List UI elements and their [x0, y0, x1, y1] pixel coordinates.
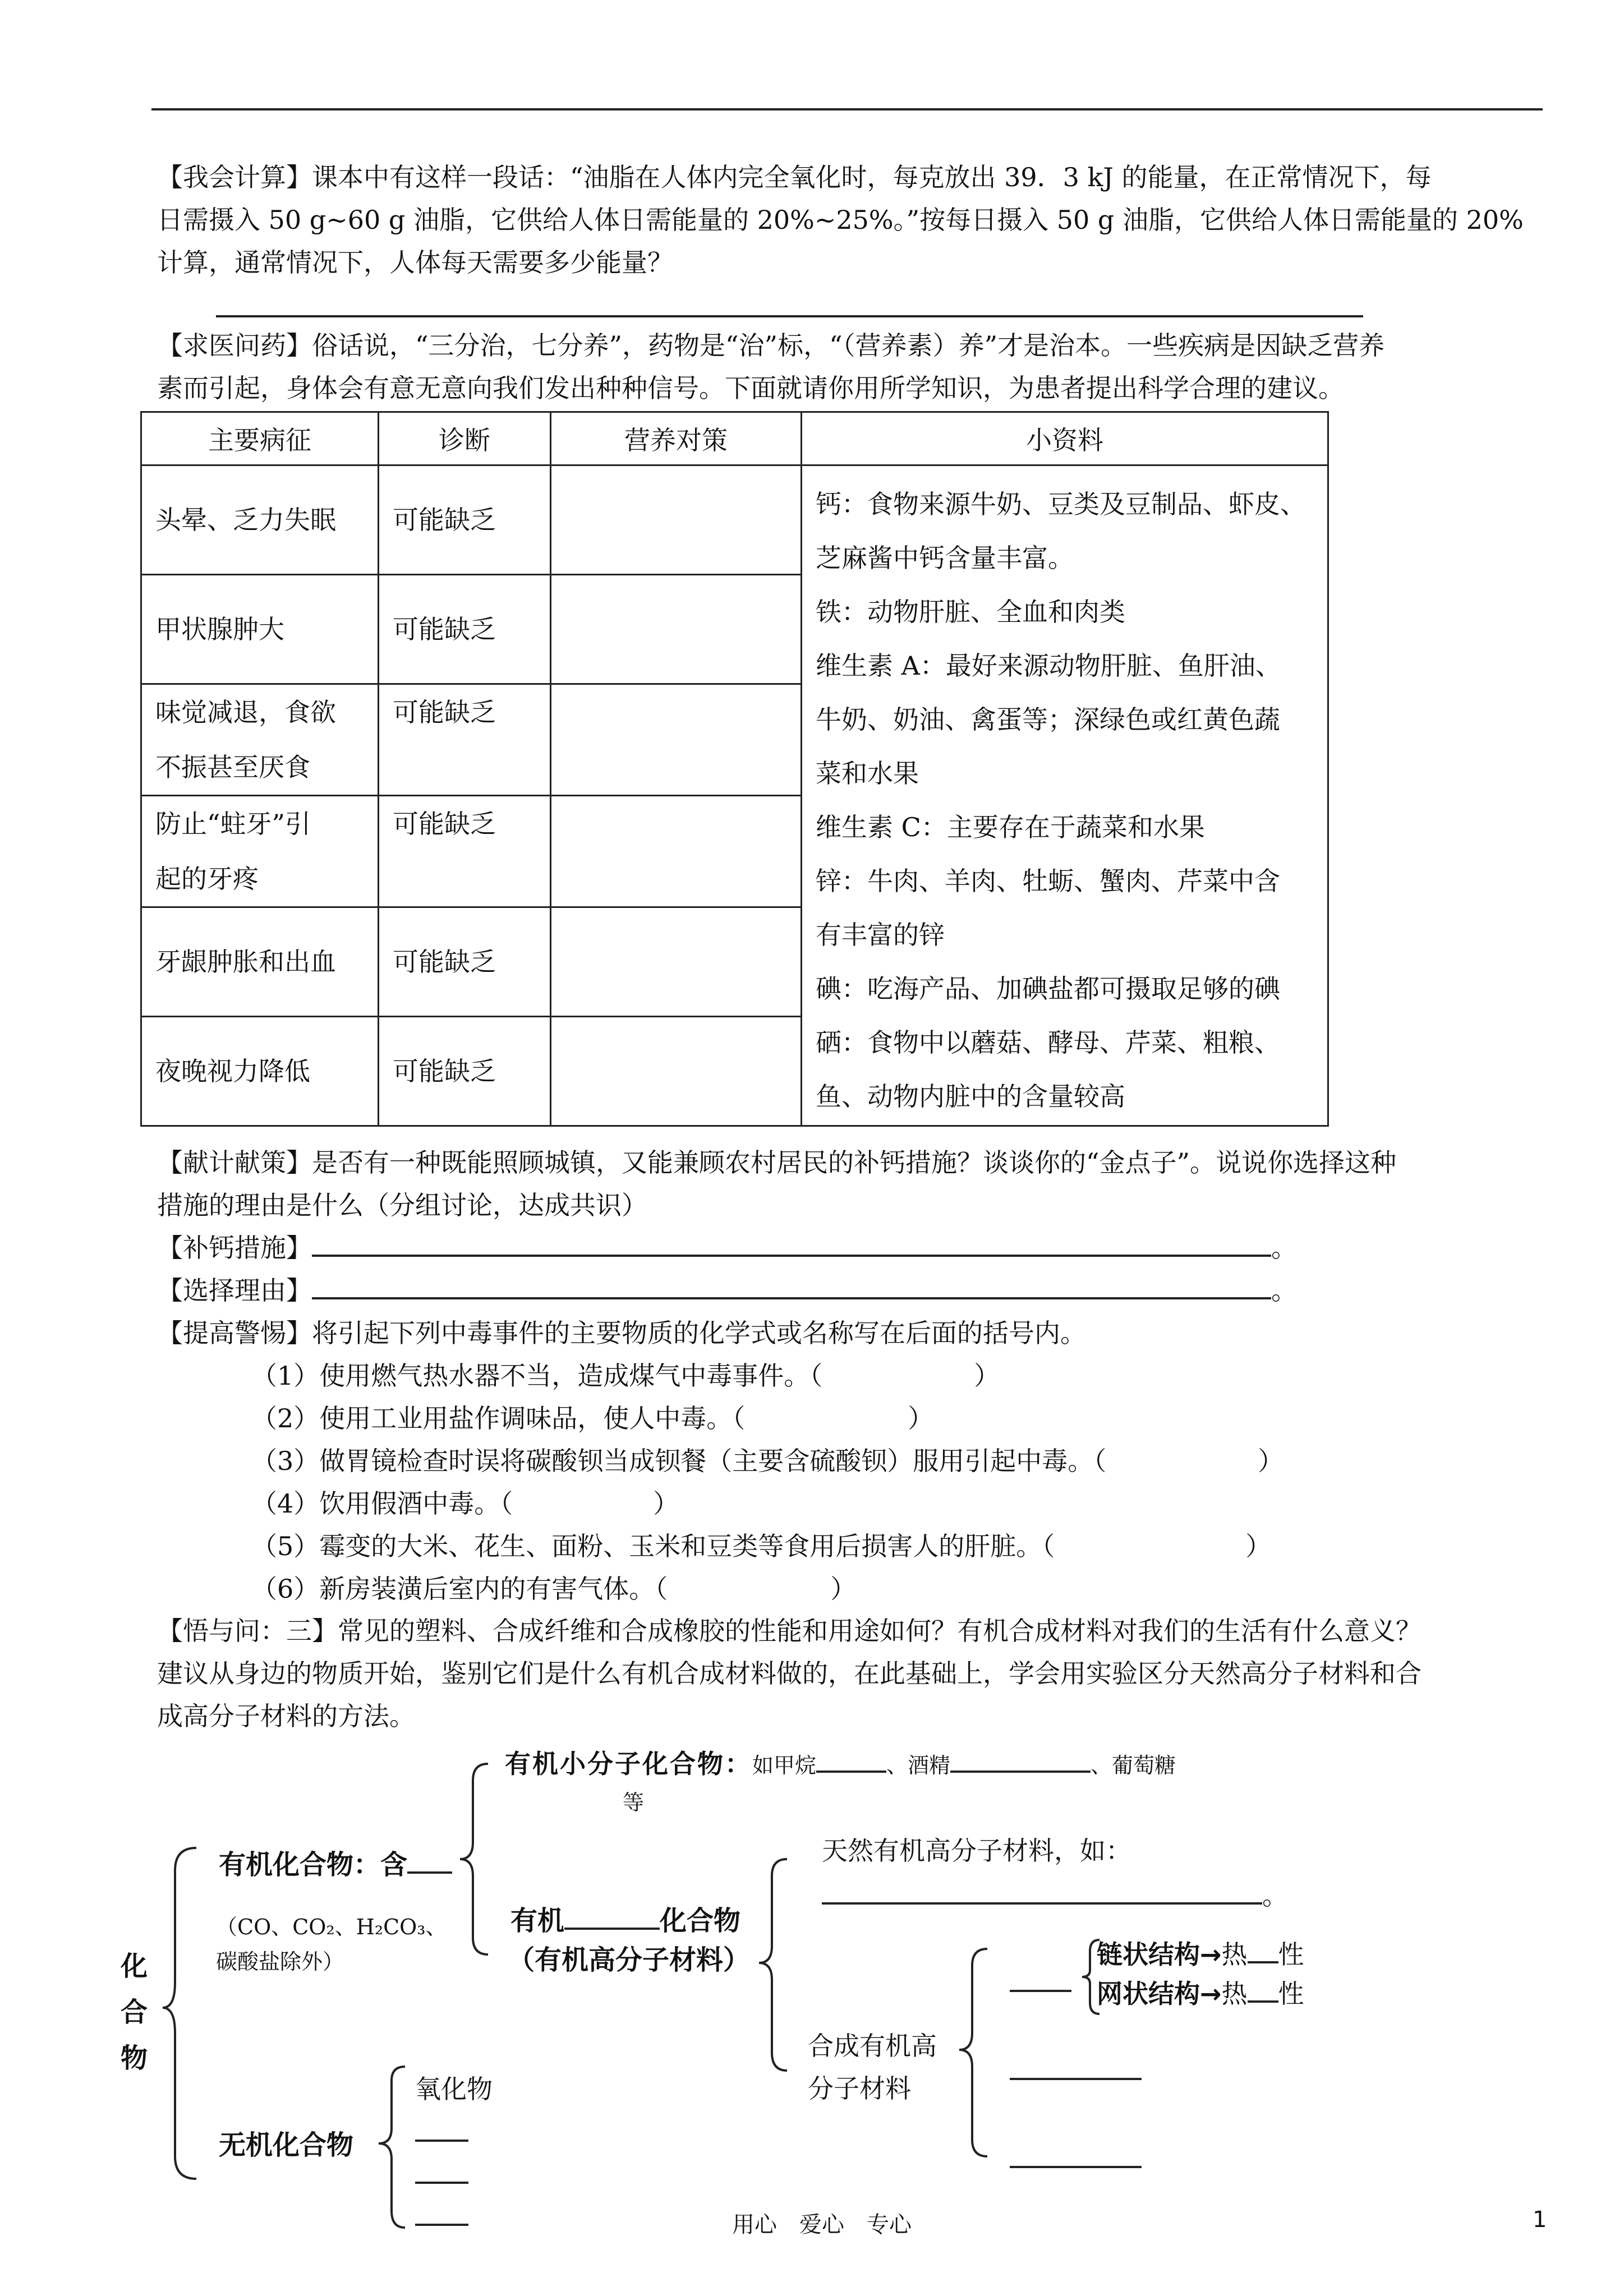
advice-section: 【献计献策】是否有一种既能照顾城镇，又能兼顾农村居民的补钙措施？谈谈你的“金点子”。说说你选择这种 措施的理由是什么（分组讨论，达成共识） 【补钙措施】 。 【选择理由】 。 【提高警惕】将引起下列中毒事件的主要物质的化学式或名称写在后面的括号内。 — [157, 1147, 1397, 1348]
doctor-line-1: 俗话说，“三分治，七分养”，药物是“治”标，“（营养素）养”才是治本。一些疾病是因缺乏营养 — [312, 330, 1385, 361]
symptom-cell: 夜晚视力降低 — [141, 1017, 379, 1126]
network-row: 网状结构→热 性 — [1097, 1979, 1304, 2009]
synthetic-blank-2[interactable] — [1010, 2078, 1142, 2080]
calc-heading: 【我会计算】 — [157, 162, 312, 192]
synthetic-blank-1[interactable] — [1010, 1990, 1071, 1992]
macro-blank[interactable] — [564, 1905, 660, 1930]
think-line-2: 建议从身边的物质开始，鉴别它们是什么有机合成材料做的，在此基础上，学会用实验区分天然高分子材料和合 — [157, 1658, 1421, 1689]
alert-item: （6）新房装潢后室内的有害气体。（ ） — [251, 1574, 857, 1604]
inorganic-blank-2[interactable] — [415, 2182, 468, 2184]
natural-label: 天然有机高分子材料，如： — [822, 1836, 1131, 1866]
organic-brace — [457, 1761, 491, 1957]
small-molecule-label: 有机小分子化合物： — [505, 1749, 752, 1779]
calc-line-1: 课本中有这样一段话：“油脂在人体内完全氧化时，每克放出 39．3 kJ 的能量，在正常情况下，每 — [312, 162, 1432, 192]
table-row — [141, 465, 1328, 575]
advice-line-1: 是否有一种既能照顾城镇，又能兼顾农村居民的补钙措施？谈谈你的“金点子”。说说你选择这种 — [312, 1147, 1397, 1178]
reference-line: 硒：食物中以蘑菇、酵母、芹菜、粗粮、 — [816, 1027, 1280, 1058]
inorganic-brace — [376, 2064, 410, 2232]
reason-label: 【选择理由】 — [157, 1275, 312, 1306]
think-line-3: 成高分子材料的方法。 — [157, 1701, 415, 1731]
reference-line: 菜和水果 — [816, 758, 919, 789]
think-section — [157, 1610, 1421, 1737]
table-header-row — [141, 412, 1328, 465]
advice-line-2: 措施的理由是什么（分组讨论，达成共识） — [157, 1190, 647, 1220]
calc-section — [157, 156, 1524, 284]
organic-note: （CO、CO₂、H₂CO₃、 碳酸盐除外） — [216, 1915, 447, 1974]
chain-blank[interactable] — [1248, 1942, 1278, 1963]
alert-item: （5）霉变的大米、花生、面粉、玉米和豆类等食用后损害人的肝脏。（ ） — [251, 1531, 1272, 1561]
alert-item: （2）使用工业用盐作调味品，使人中毒。（ ） — [251, 1403, 934, 1433]
diagnosis-cell: 可能缺乏 — [379, 1017, 551, 1126]
oxide-label: 氧化物 — [415, 2074, 493, 2104]
symptom-cell: 头晕、乏力失眠 — [141, 465, 379, 575]
symptom-cell: 牙龈肿胀和出血 — [141, 907, 379, 1017]
organic-label: 有机化合物：含 — [219, 1845, 452, 1884]
arrow-icon: → — [1200, 1979, 1222, 2009]
reference-line: 碘：吃海产品、加碘盐都可摄取足够的碘 — [816, 974, 1280, 1004]
reference-cell — [802, 465, 1328, 1126]
synthetic-brace — [956, 1946, 990, 2159]
reference-line: 维生素 C：主要存在于蔬菜和水果 — [816, 812, 1205, 842]
macro-brace — [756, 1856, 790, 2075]
calc-line-3: 计算，通常情况下，人体每天需要多少能量？ — [157, 247, 673, 278]
diagnosis-cell: 可能缺乏 — [379, 575, 551, 684]
diagnosis-cell: 可能缺乏 — [379, 796, 551, 907]
reference-line: 钙：食物来源牛奶、豆类及豆制品、虾皮、 — [816, 489, 1306, 519]
diagnosis-cell: 可能缺乏 — [379, 907, 551, 1017]
strategy-cell[interactable] — [551, 575, 802, 684]
footer-text: 用心 爱心 专心 — [732, 2212, 912, 2238]
organic-blank[interactable] — [407, 1849, 452, 1874]
header-diagnosis: 诊断 — [379, 412, 551, 465]
header-strategy: 营养对策 — [551, 412, 802, 465]
strategy-cell[interactable] — [551, 465, 802, 575]
advice-heading: 【献计献策】 — [157, 1147, 312, 1178]
alcohol-blank[interactable] — [950, 1750, 1091, 1773]
doctor-section — [157, 324, 1384, 409]
alert-item: （3）做胃镜检查时误将碳酸钡当成钡餐（主要含硫酸钡）服用引起中毒。（ ） — [251, 1446, 1284, 1476]
think-line-1: 常见的塑料、合成纤维和合成橡胶的性能和用途如何？有机合成材料对我们的生活有什么意义？ — [338, 1616, 1421, 1646]
small-molecule-row: 有机小分子化合物：如甲烷 、酒精 、葡萄糖 — [505, 1749, 1176, 1779]
symptom-cell: 味觉减退，食欲 不振甚至厌食 — [141, 684, 379, 796]
alert-heading: 【提高警惕】 — [157, 1318, 312, 1348]
reference-line: 铁：动物肝脏、全血和肉类 — [816, 597, 1125, 627]
calc-line-2: 日需摄入 50 g~60 g 油脂，它供给人体日需能量的 20%~25%。”按每日摄入 50 g 油脂，它供给人体日需能量的 20% — [157, 205, 1524, 235]
network-blank[interactable] — [1248, 1981, 1278, 2003]
reference-line: 锌：牛肉、羊肉、牡蛎、蟹肉、芹菜中含 — [816, 866, 1280, 896]
header-symptom: 主要病征 — [141, 412, 379, 465]
header-rule — [151, 108, 1543, 110]
alert-intro: 将引起下列中毒事件的主要物质的化学式或名称写在后面的括号内。 — [312, 1318, 1086, 1348]
alert-item: （1）使用燃气热水器不当，造成煤气中毒事件。（ ） — [251, 1361, 1000, 1391]
reference-line: 鱼、动物内脏中的含量较高 — [816, 1081, 1125, 1112]
natural-blank[interactable] — [822, 1883, 1262, 1905]
alert-items — [251, 1354, 1283, 1610]
inorganic-label: 无机化合物 — [219, 2129, 354, 2161]
calc-answer-line[interactable] — [216, 315, 1363, 317]
header-reference: 小资料 — [802, 412, 1328, 465]
chain-row: 链状结构→热 性 — [1097, 1939, 1304, 1970]
main-brace — [163, 1845, 202, 2182]
symptom-cell: 甲状腺肿大 — [141, 575, 379, 684]
small-molecule-etc: 等 — [623, 1790, 645, 1815]
think-heading: 【悟与问：三】 — [157, 1616, 338, 1646]
root-label: 化 合 物 — [121, 1951, 148, 2074]
symptom-cell: 防止“蛀牙”引 起的牙疼 — [141, 796, 379, 907]
strategy-cell[interactable] — [551, 907, 802, 1017]
diagnosis-cell: 可能缺乏 — [379, 465, 551, 575]
strategy-cell[interactable] — [551, 684, 802, 796]
measure-answer-line[interactable] — [312, 1229, 1271, 1257]
alert-item: （4）饮用假酒中毒。（ ） — [251, 1488, 679, 1519]
inorganic-blank-3[interactable] — [415, 2224, 468, 2226]
strategy-cell[interactable] — [551, 1017, 802, 1126]
network-label: 网状结构 — [1097, 1979, 1200, 2009]
page-number: 1 — [1533, 2207, 1547, 2233]
doctor-heading: 【求医问药】 — [157, 330, 312, 361]
strategy-cell[interactable] — [551, 796, 802, 907]
nutrition-table — [140, 411, 1329, 1127]
inorganic-blank-1[interactable] — [415, 2140, 468, 2142]
reference-line: 芝麻酱中钙含量丰富。 — [816, 543, 1074, 573]
arrow-icon: → — [1200, 1939, 1222, 1970]
diagnosis-cell: 可能缺乏 — [379, 684, 551, 796]
synthetic-blank-3[interactable] — [1010, 2166, 1142, 2168]
methane-blank[interactable] — [816, 1750, 886, 1773]
natural-answer: 。 — [822, 1876, 1288, 1915]
macro-molecule-sub: （有机高分子材料） — [508, 1944, 751, 1976]
doctor-line-2: 素而引起，身体会有意无意向我们发出种种信号。下面就请你用所学知识，为患者提出科学合理的建议。 — [157, 373, 1344, 403]
reference-line: 牛奶、奶油、禽蛋等；深绿色或红黄色蔬 — [816, 704, 1280, 735]
reason-answer-line[interactable] — [312, 1271, 1271, 1299]
synthetic-label: 合成有机高 分子材料 — [808, 2031, 937, 2104]
measure-label: 【补钙措施】 — [157, 1233, 312, 1263]
reference-line: 维生素 A：最好来源动物肝脏、鱼肝油、 — [816, 651, 1281, 681]
chain-label: 链状结构 — [1097, 1939, 1200, 1970]
reference-line: 有丰富的锌 — [816, 920, 945, 950]
macro-molecule-label: 有机 化合物 — [510, 1905, 741, 1937]
